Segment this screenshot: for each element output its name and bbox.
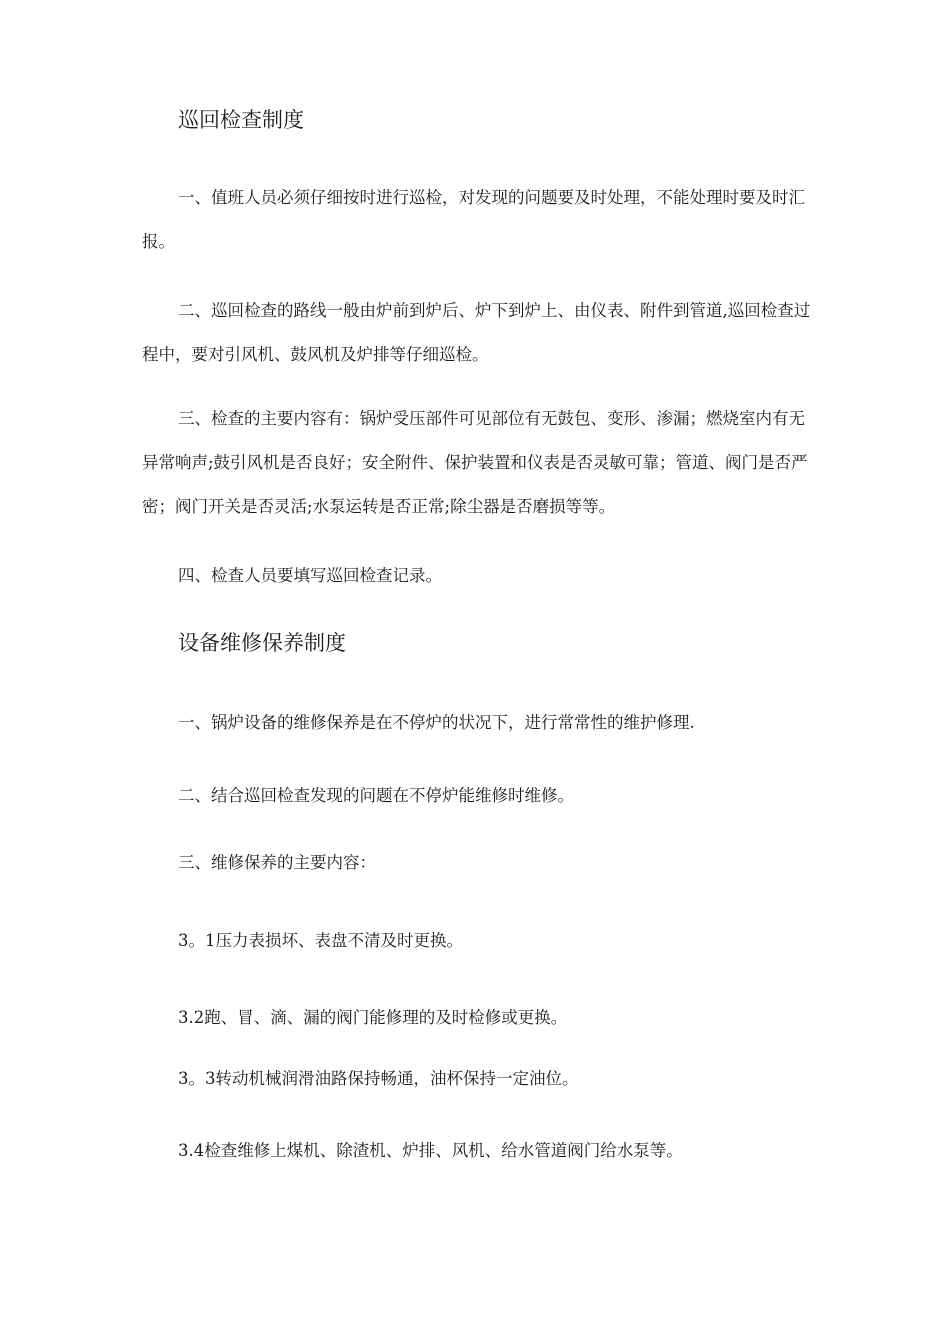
paragraph-patrol-3: 三、检查的主要内容有：锅炉受压部件可见部位有无鼓包、变形、渗漏；燃烧室内有无异常响声;鼓引风机是否良好；安全附件、保护装置和仪表是否灵敏可靠；管道、阀门是否严密；阀门开关是否灵活;水泵运转是否正常;除尘器是否磨损等等。 [142, 409, 808, 516]
section-title-maintenance: 设备维修保养制度 [178, 631, 346, 655]
paragraph-patrol-4: 四、检查人员要填写巡回检查记录。 [178, 566, 442, 585]
list-item-maintenance-1: 一、锅炉设备的维修保养是在不停炉的状况下，进行常常性的维护修理. [178, 713, 695, 732]
section-title-patrol-inspection: 巡回检查制度 [178, 108, 304, 132]
paragraph-patrol-1: 一、值班人员必须仔细按时进行巡检，对发现的问题要及时处理，不能处理时要及时汇报。 [142, 188, 805, 251]
list-item-maintenance-3-4: 3.4检查维修上煤机、除渣机、炉排、风机、给水管道阀门给水泵等。 [178, 1141, 683, 1160]
list-item-maintenance-2: 二、结合巡回检查发现的问题在不停炉能维修时维修。 [178, 786, 574, 805]
list-item-maintenance-3: 三、维修保养的主要内容： [178, 853, 376, 872]
list-item-maintenance-3-3: 3。3转动机械润滑油路保持畅通，油杯保持一定油位。 [178, 1069, 579, 1088]
list-item-maintenance-3-2: 3.2跑、冒、滴、漏的阀门能修理的及时检修或更换。 [178, 1008, 568, 1027]
list-item-maintenance-3-1: 3。1压力表损坏、表盘不清及时更换。 [178, 931, 463, 950]
paragraph-patrol-2: 二、巡回检查的路线一般由炉前到炉后、炉下到炉上、由仪表、附件到管道,巡回检查过程中，要对引风机、鼓风机及炉排等仔细巡检。 [142, 301, 811, 364]
